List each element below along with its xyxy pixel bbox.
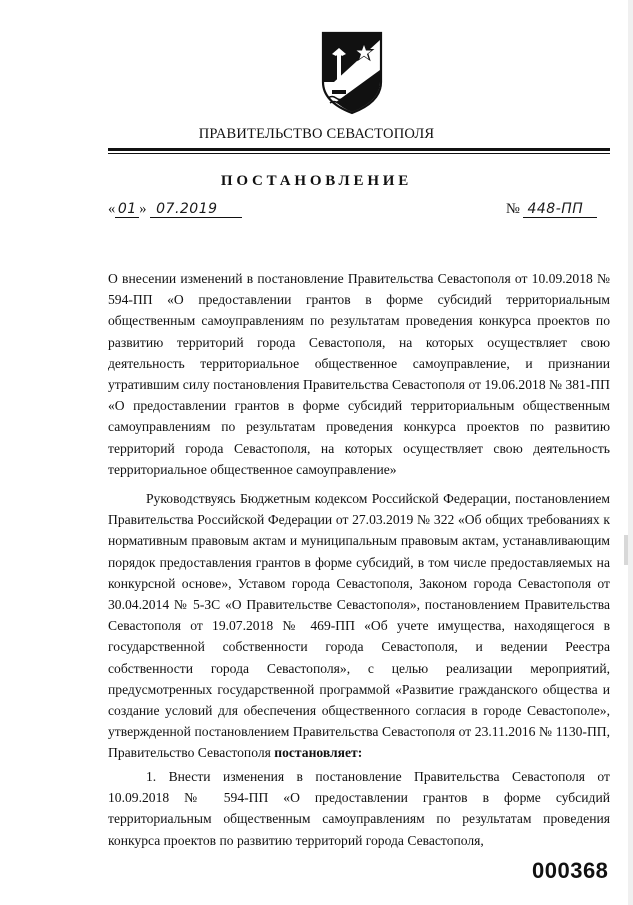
- header-divider-thin: [108, 153, 610, 154]
- resolves-keyword: постановляет: [274, 745, 358, 761]
- date-open-quote: «: [108, 201, 116, 217]
- document-date: [108, 201, 242, 218]
- date-month-year: 07.2019: [150, 202, 242, 218]
- number-value: 448-ПП: [523, 202, 597, 218]
- scan-edge-shadow: [628, 0, 633, 905]
- document-subject: О внесении изменений в постановление Правительства Севастополя от 10.09.2018 № 594-ПП «О предоставлении грантов в форме субсидий территориальным общественным самоуправлениям по результатам проведения конкурса проектов по развитию территорий города Севастополя, на которых осуществляет свою деятельность территориальное общественное самоуправление, и признании утратившим силу постановления Правительства Севастополя от 19.06.2018 № 381-ПП «О предоставлении грантов в форме субсидий территориальным общественным самоуправлениям по результатам проведения конкурса проектов по развитию территорий города Севастополя, на которых осуществляет свою деятельность территориальное общественное самоуправление»: [108, 271, 610, 477]
- item-1-paragraph: 1. Внести изменения в постановление Правительства Севастополя от 10.09.2018 № 594-ПП «О предоставлении грантов в форме субсидий территориальным общественным самоуправлениям по результатам проведения конкурса проектов по развитию территорий города Севастополя,: [108, 769, 610, 848]
- sevastopol-coat-of-arms-icon: [320, 30, 384, 116]
- preamble-text: Руководствуясь Бюджетным кодексом Российской Федерации, постановлением Правительства Российской Федерации от 27.03.2019 № 322 «Об общих требованиях к нормативным правовым актам и муниципальным правовым актам, устанавливающим порядок предоставления грантов в форме субсидий, в том числе предоставляемых на конкурсной основе», Уставом города Севастополя, Законом города Севастополя от 30.04.2014 № 5-ЗС «О Правительстве Севастополя», постановлением Правительства Севастополя от 19.07.2018 № 469-ПП «Об учете имущества, находящегося в государственной собственности города Севастополя, и ведении Реестра собственности города Севастополя», с целью реализации мероприятий, предусмотренных государственной программой «Развитие гражданского общества и создание условий для обеспечения общественного согласия в городе Севастополе», утвержденной постановлением Правительства Севастополя от 23.11.2016 № 1130-ПП, Правительство Севастополя: [108, 491, 610, 761]
- date-close-quote: »: [139, 201, 147, 217]
- registration-number: 000368: [532, 858, 609, 883]
- document-number: [506, 201, 597, 218]
- preamble-paragraph: [108, 488, 610, 764]
- header-divider-thick: [108, 148, 610, 151]
- organization-name: ПРАВИТЕЛЬСТВО СЕВАСТОПОЛЯ: [198, 126, 435, 142]
- scan-edge-mark: [624, 535, 628, 565]
- document-type-title: ПОСТАНОВЛЕНИЕ: [220, 173, 413, 189]
- number-sign: №: [506, 201, 520, 217]
- date-day: 01: [115, 202, 139, 218]
- resolves-colon: :: [357, 745, 363, 761]
